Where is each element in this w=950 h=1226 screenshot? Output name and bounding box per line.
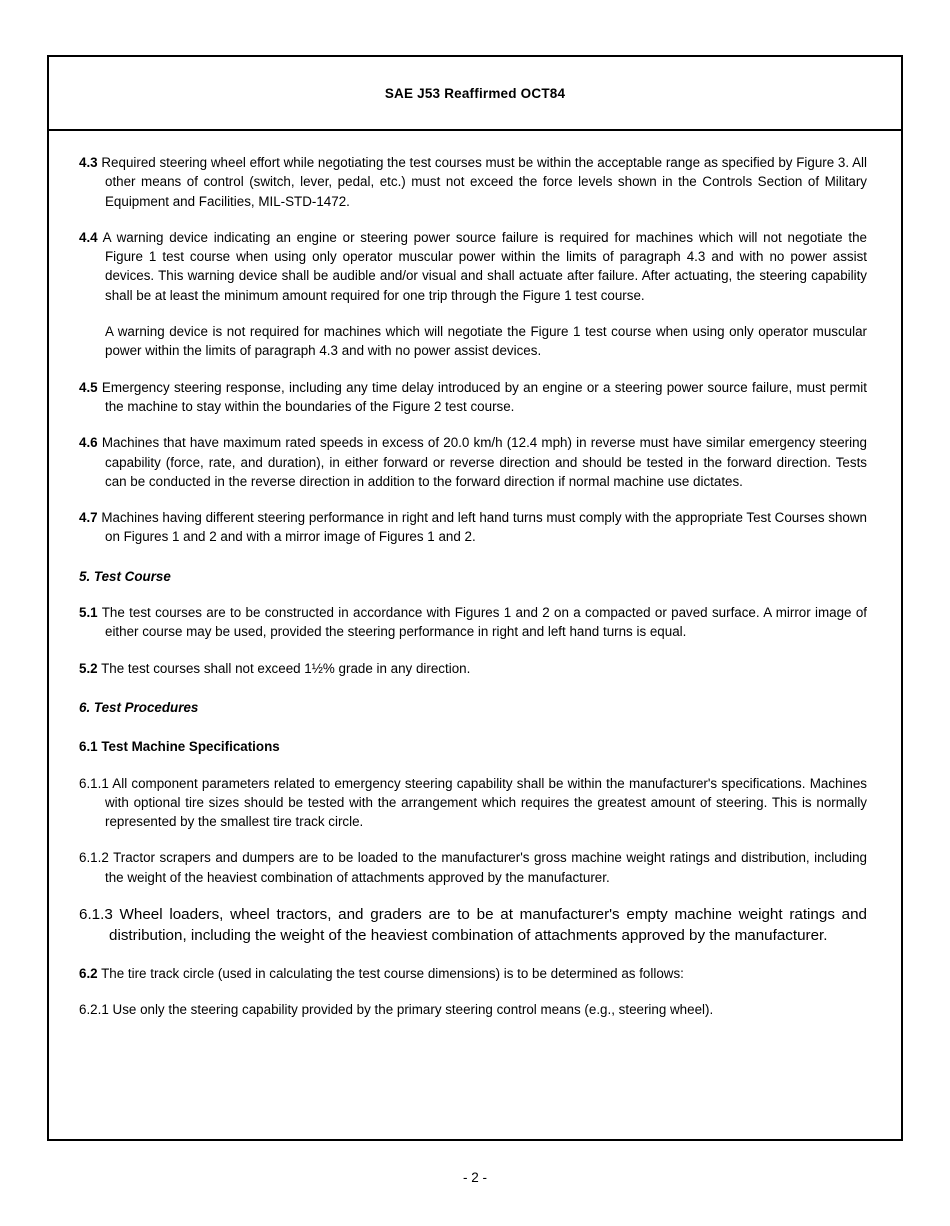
paragraph-4-4	[79, 228, 867, 305]
section-number: 6.1	[79, 739, 98, 755]
paragraph-number: 5.2	[79, 660, 98, 676]
section-heading-5-test-course	[79, 567, 867, 586]
paragraph-text: The tire track circle (used in calculating the test course dimensions) is to be determined as follows:	[101, 965, 684, 981]
paragraph-text: Use only the steering capability provided by the primary steering control means (e.g., steering wheel).	[112, 1001, 714, 1017]
paragraph-4-3	[79, 153, 867, 211]
paragraph-text: Machines that have maximum rated speeds in excess of 20.0 km/h (12.4 mph) in reverse must have similar emergency steering capability (force, rate, and duration), in either forward or reverse direction and should be tested in the forward direction. Tests can be conducted in the reverse direction in addition to the forward direction if normal machine use dictates.	[101, 435, 867, 489]
section-number: 6.	[79, 699, 91, 715]
paragraph-number: 5.1	[79, 605, 98, 621]
paragraph-text: Emergency steering response, including any time delay introduced by an engine or a steering power source failure, must permit the machine to stay within the boundaries of the Figure 2 test course.	[101, 379, 867, 414]
paragraph-4-5	[79, 378, 867, 417]
paragraph-text: Tractor scrapers and dumpers are to be loaded to the manufacturer's gross machine weight ratings and distribution, including the weight of the heaviest combination of attachments approved by the manufacturer.	[105, 850, 867, 885]
section-title: Test Machine Specifications	[101, 739, 280, 755]
paragraph-5-2	[79, 659, 867, 678]
paragraph-number: 6.1.2	[79, 850, 109, 866]
paragraph-text: Machines having different steering performance in right and left hand turns must comply with the appropriate Test Courses shown on Figures 1 and 2 and with a mirror image of Figures 1 and 2.	[101, 510, 867, 545]
subsection-heading-6-1	[79, 737, 867, 756]
paragraph-6-1-2	[79, 848, 867, 887]
paragraph-number: 4.6	[79, 435, 98, 451]
paragraph-number: 4.3	[79, 155, 98, 170]
paragraph-number: 6.2.1	[79, 1001, 109, 1017]
document-title: SAE J53 Reaffirmed OCT84	[384, 85, 566, 101]
paragraph-text: The test courses shall not exceed 1½% grade in any direction.	[101, 660, 471, 676]
paragraph-number: 6.1.3	[79, 906, 113, 924]
section-heading-6-test-procedures	[79, 698, 867, 717]
paragraph-text: Wheel loaders, wheel tractors, and graders are to be at manufacturer's empty machine weight ratings and distribution, including the weight of the heaviest combination of attachments approved by the manufacturer.	[109, 906, 867, 945]
paragraph-text: A warning device is not required for machines which will negotiate the Figure 1 test course when using only operator muscular power within the limits of paragraph 4.3 and with no power assist devices.	[105, 324, 867, 359]
paragraph-6-2	[79, 964, 867, 983]
paragraph-6-1-1	[79, 774, 867, 832]
paragraph-text: Required steering wheel effort while negotiating the test courses must be within the acceptable range as specified by Figure 3. All other means of control (switch, lever, pedal, etc.) must not exceed the force levels shown in the Controls Section of Military Equipment and Facilities, MIL-STD-1472.	[101, 155, 867, 209]
paragraph-text: A warning device indicating an engine or steering power source failure is required for machines which will not negotiate the Figure 1 test course when using only operator muscular power within the limits of paragraph 4.3 and with no power assist devices. This warning device shall be audible and/or visual and shall actuate after failure. After actuating, the steering capability shall be at least the minimum amount required for one trip through the Figure 1 test course.	[102, 229, 867, 303]
paragraph-6-1-3	[79, 904, 867, 947]
paragraph-number: 6.1.1	[79, 775, 109, 791]
document-border-frame	[47, 55, 903, 1141]
paragraph-number: 4.4	[79, 229, 98, 245]
paragraph-number: 4.5	[79, 379, 98, 395]
paragraph-text: All component parameters related to emergency steering capability shall be within the manufacturer's specifications. Machines with optional tire sizes should be tested with the arrangement which requires the greatest amount of steering. This is normally represented by the smallest tire track circle.	[105, 775, 867, 830]
page-number: - 2 -	[462, 1170, 487, 1185]
section-title: Test Course	[93, 568, 171, 584]
paragraph-number: 6.2	[79, 965, 98, 981]
paragraph-6-2-1	[79, 1000, 867, 1019]
document-body	[49, 131, 901, 1019]
paragraph-number: 4.7	[79, 510, 98, 526]
paragraph-text: The test courses are to be constructed in accordance with Figures 1 and 2 on a compacted or paved surface. A mirror image of either course may be used, provided the steering performance in right and left hand turns is equal.	[101, 605, 868, 640]
paragraph-4-7	[79, 508, 867, 547]
paragraph-4-6	[79, 433, 867, 491]
paragraph-5-1	[79, 603, 867, 642]
section-title: Test Procedures	[93, 699, 199, 715]
section-number: 5.	[79, 568, 91, 584]
paragraph-4-4-continuation	[79, 322, 867, 361]
document-header	[49, 57, 901, 131]
